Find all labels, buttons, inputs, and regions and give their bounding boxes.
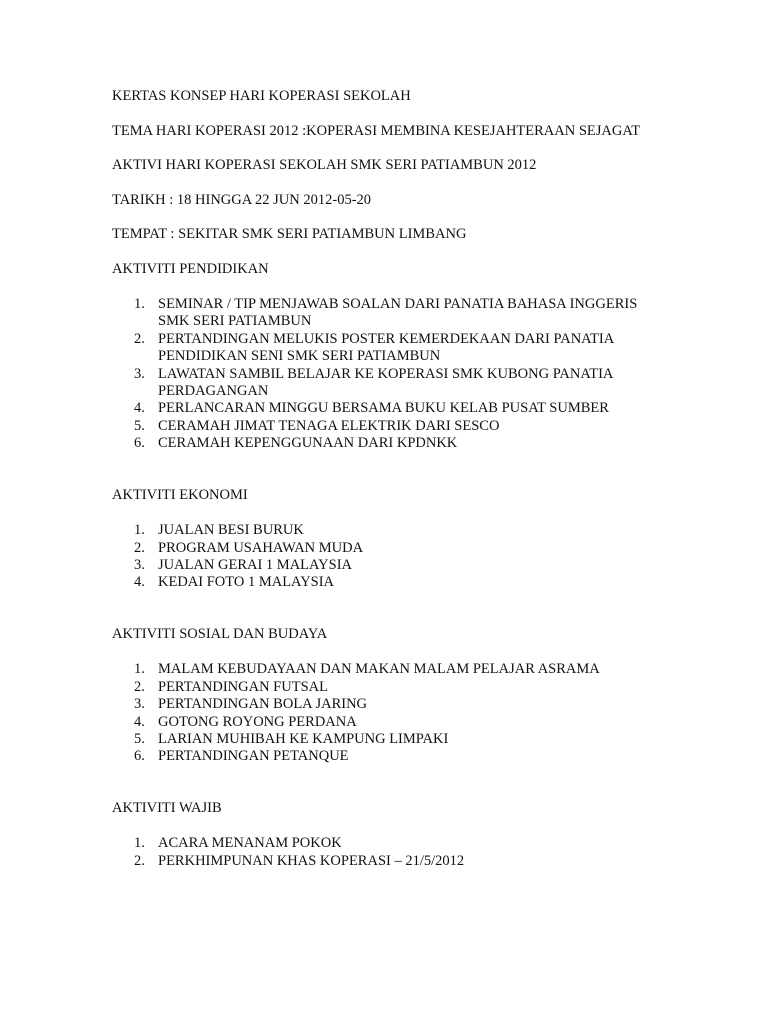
section-heading-ekonomi: AKTIVITI EKONOMI	[112, 486, 248, 503]
section-list-pendidikan	[112, 296, 672, 453]
list-item: 4. PERLANCARAN MINGGU BERSAMA BUKU KELAB PUSAT SUMBER	[134, 400, 609, 417]
list-item: 3. JUALAN GERAI 1 MALAYSIA	[134, 556, 353, 573]
list-item: 5. LARIAN MUHIBAH KE KAMPUNG LIMPAKI	[134, 730, 449, 747]
list-item: 2. PERTANDINGAN FUTSAL	[134, 678, 328, 695]
list-item: 6. CERAMAH KEPENGGUNAAN DARI KPDNKK	[134, 435, 458, 452]
list-item: 3. PERTANDINGAN BOLA JARING	[134, 696, 368, 713]
list-item: 2. PERKHIMPUNAN KHAS KOPERASI – 21/5/2012	[134, 852, 465, 869]
section-heading-wajib: AKTIVITI WAJIB	[112, 799, 222, 816]
document-page	[112, 88, 672, 870]
list-item: 2. PERTANDINGAN MELUKIS POSTER KEMERDEKAAN DARI PANATIA PENDIDIKAN SENI SMK SERI PATIAMBUN	[134, 330, 614, 365]
venue-line: TEMPAT : SEKITAR SMK SERI PATIAMBUN LIMBANG	[112, 226, 467, 242]
document-title: KERTAS KONSEP HARI KOPERASI SEKOLAH	[112, 88, 411, 104]
list-item: 4. KEDAI FOTO 1 MALAYSIA	[134, 574, 335, 591]
list-item: 6. PERTANDINGAN PETANQUE	[134, 748, 349, 765]
list-item: 1. ACARA MENANAM POKOK	[134, 835, 342, 852]
activity-title-line: AKTIVI HARI KOPERASI SEKOLAH SMK SERI PATIAMBUN 2012	[112, 157, 537, 173]
list-item: 1. SEMINAR / TIP MENJAWAB SOALAN DARI PANATIA BAHASA INGGERIS SMK SERI PATIAMBUN	[134, 296, 638, 330]
list-item: 5. CERAMAH JIMAT TENAGA ELEKTRIK DARI SESCO	[134, 417, 500, 434]
theme-line: TEMA HARI KOPERASI 2012 :KOPERASI MEMBINA KESEJAHTERAAN SEJAGAT	[112, 122, 641, 139]
section-heading-sosial-budaya: AKTIVITI SOSIAL DAN BUDAYA	[112, 625, 328, 642]
list-item: 1. MALAM KEBUDAYAAN DAN MAKAN MALAM PELAJAR ASRAMA	[134, 661, 600, 678]
list-item: 2. PROGRAM USAHAWAN MUDA	[134, 539, 364, 556]
list-item: 3. LAWATAN SAMBIL BELAJAR KE KOPERASI SMK KUBONG PANATIA PERDAGANGAN	[134, 365, 613, 400]
list-item: 1. JUALAN BESI BURUK	[134, 522, 304, 539]
date-line: TARIKH : 18 HINGGA 22 JUN 2012-05-20	[112, 191, 372, 208]
list-item: 4. GOTONG ROYONG PERDANA	[134, 713, 357, 730]
section-list-wajib	[112, 835, 672, 870]
section-heading-pendidikan: AKTIVITI PENDIDIKAN	[112, 260, 269, 277]
section-list-sosial-budaya	[112, 661, 672, 765]
section-list-ekonomi	[112, 522, 672, 592]
